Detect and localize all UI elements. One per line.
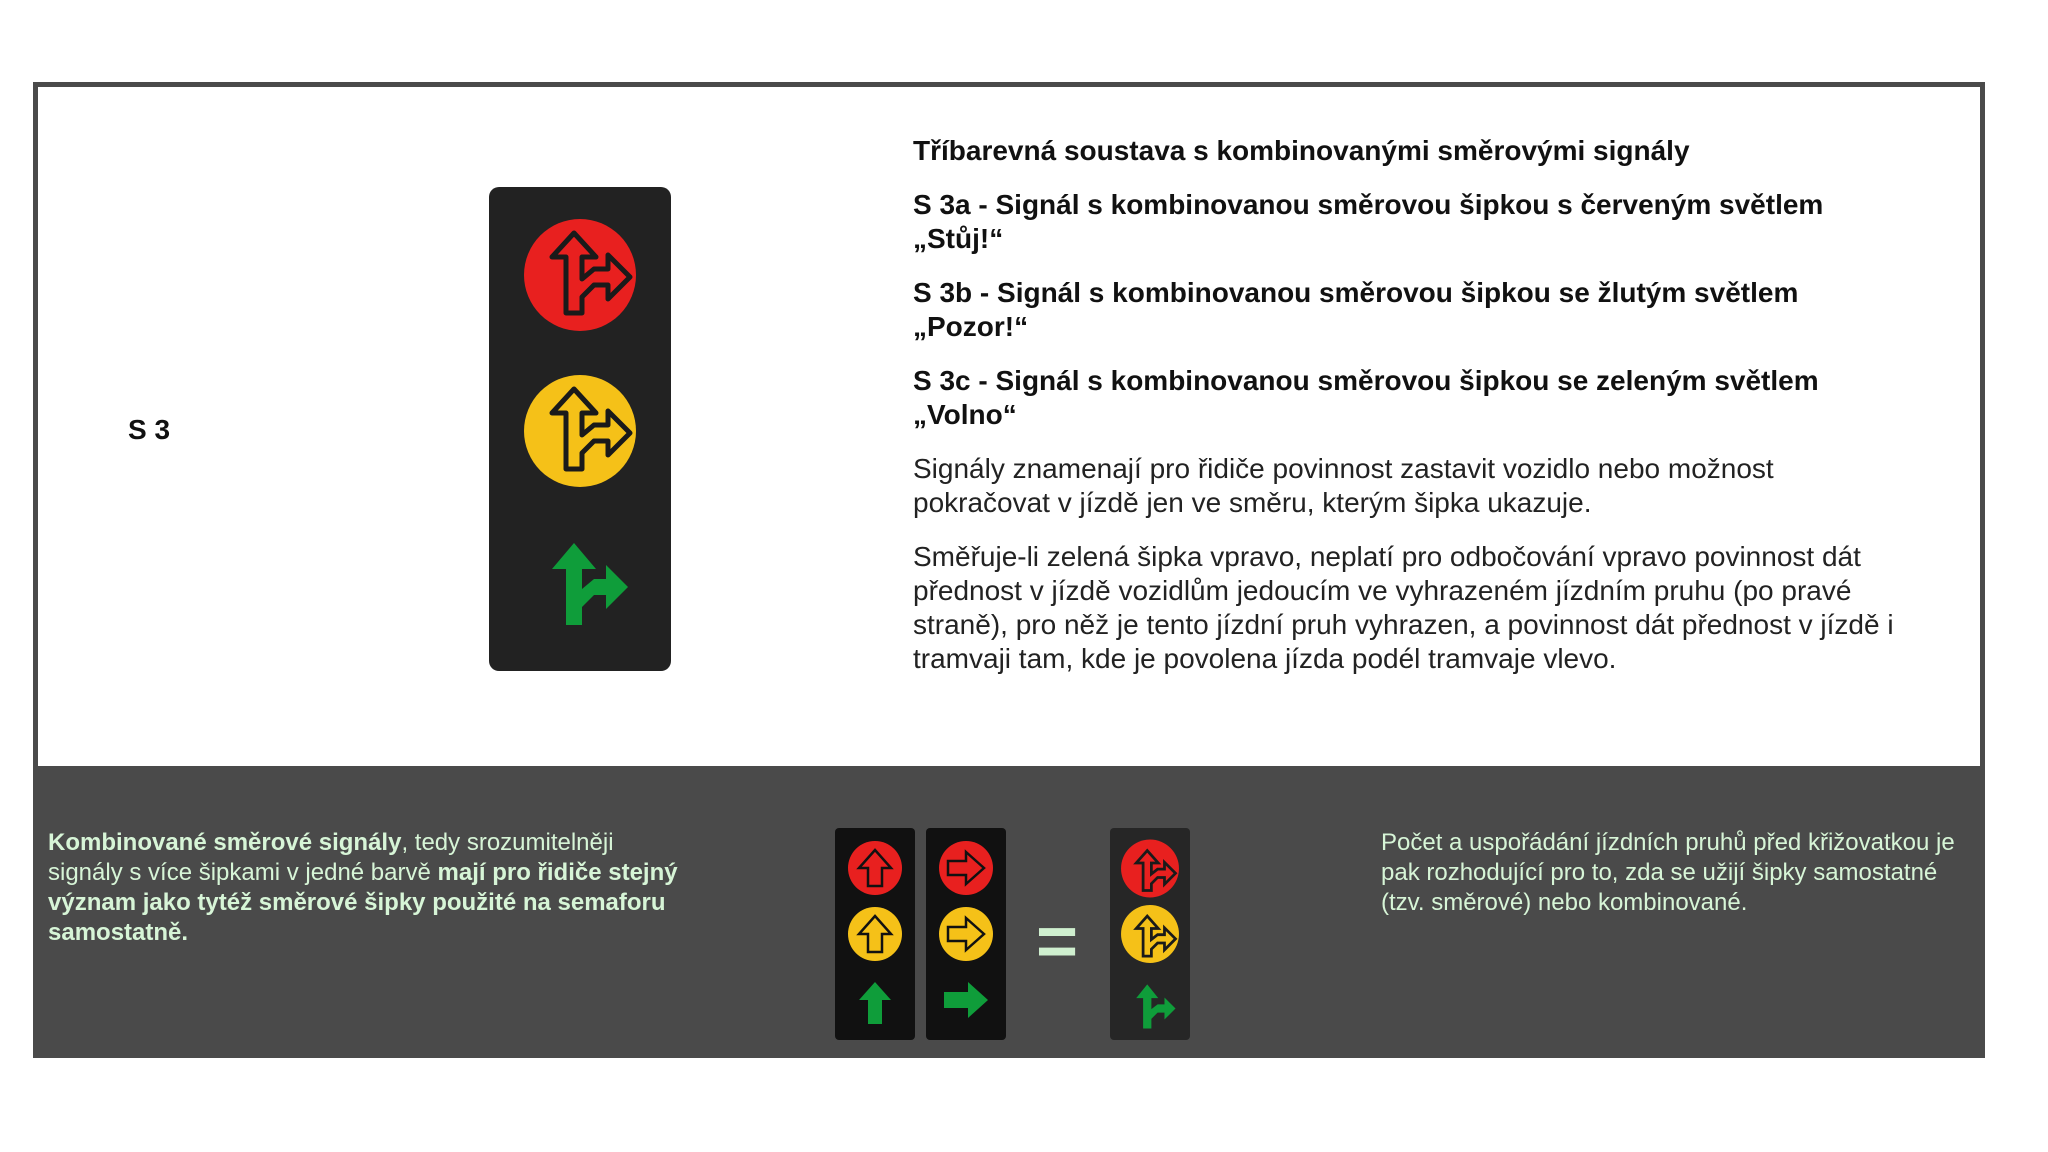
footer-left-normal: , tedy srozumitelněji signály s více šipkami v jedné barvě bbox=[48, 829, 614, 886]
footer-left-bold: Kombinované směrové signály bbox=[48, 829, 402, 856]
footer-left-text bbox=[48, 828, 688, 948]
footer-right-text: Počet a uspořádání jízdních pruhů před křižovatkou je pak rozhodující pro to, zda se užijí šipky samostatné (tzv. směrové) nebo kombinované. bbox=[1381, 829, 1955, 916]
section-title: Tříbarevná soustava s kombinovanými směrovými signály bbox=[913, 135, 1690, 166]
variant-s3b: S 3b - Signál s kombinovanou směrovou šipkou se žlutým světlem „Pozor!“ bbox=[913, 277, 1799, 342]
combined-arrow-red-icon bbox=[522, 217, 638, 333]
traffic-light-s3 bbox=[489, 187, 671, 671]
variant-s3a: S 3a - Signál s kombinovanou směrovou šipkou s červeným světlem „Stůj!“ bbox=[913, 189, 1824, 254]
mini-light-combined bbox=[1110, 828, 1190, 1040]
signal-description bbox=[913, 134, 1913, 696]
signal-code: S 3 bbox=[128, 414, 171, 445]
equals-sign: = bbox=[1036, 902, 1079, 982]
footer-left-bold-2: mají pro řidiče stejný význam jako tytéž směrové šipky použité na semaforu samostatně. bbox=[48, 859, 678, 946]
footer-panel bbox=[33, 766, 1985, 1058]
combined-arrow-green-icon bbox=[522, 523, 638, 639]
mini-light-straight bbox=[835, 828, 915, 1040]
combined-arrow-yellow-icon bbox=[522, 373, 638, 489]
combined-arrow-green-small-icon bbox=[1136, 984, 1175, 1028]
variant-s3c: S 3c - Signál s kombinovanou směrovou šipkou se zeleným světlem „Volno“ bbox=[913, 365, 1819, 430]
straight-arrow-green-icon bbox=[859, 982, 891, 1024]
right-arrow-green-icon bbox=[944, 982, 988, 1018]
description-paragraph-1: Signály znamenají pro řidiče povinnost zastavit vozidlo nebo možnost pokračovat v jízdě jen ve směru, kterým šipka ukazuje. bbox=[913, 453, 1774, 518]
mini-light-right bbox=[926, 828, 1006, 1040]
description-paragraph-2: Směřuje-li zelená šipka vpravo, neplatí pro odbočování vpravo povinnost dát přednost v jízdě vozidlům jedoucím ve vyhrazeném jízdním pruhu (po pravé straně), pro něž je tento jízdní pruh vyhrazen, a povinnost dát přednost v jízdě i tramvaji tam, kde je povolena jízda podél tramvaje vlevo. bbox=[913, 541, 1894, 674]
